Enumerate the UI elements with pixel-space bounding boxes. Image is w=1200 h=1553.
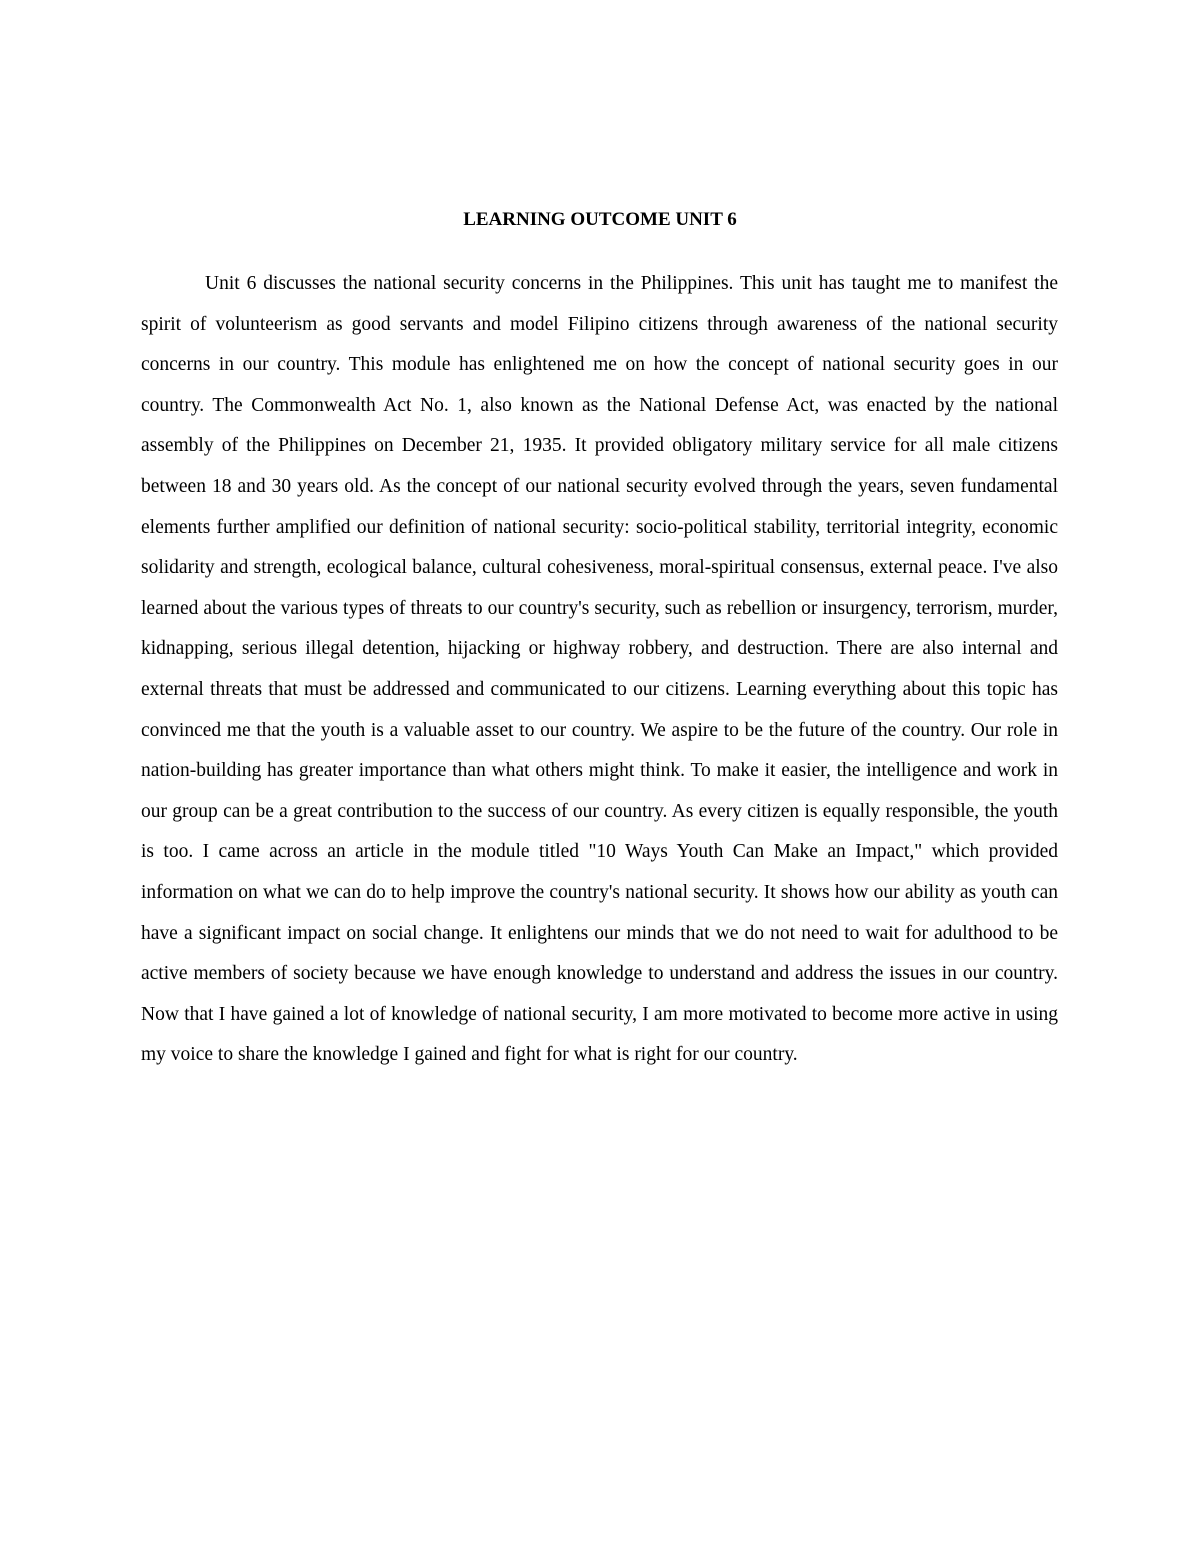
body-paragraph: Unit 6 discusses the national security concerns in the Philippines. This unit has taught me to manifest the spirit of volunteerism as good servants and model Filipino citizens through awareness of the national security concerns in our country. This module has enlightened me on how the concept of national security goes in our country. The Commonwealth Act No. 1, also known as the National Defense Act, was enacted by the national assembly of the Philippines on December 21, 1935. It provided obligatory military service for all male citizens between 18 and 30 years old. As the concept of our national security evolved through the years, seven fundamental elements further amplified our definition of national security: socio-political stability, territorial integrity, economic solidarity and strength, ecological balance, cultural cohesiveness, moral-spiritual consensus, external peace. I've also learned about the various types of threats to our country's security, such as rebellion or insurgency, terrorism, murder, kidnapping, serious illegal detention, hijacking or highway robbery, and destruction. There are also internal and external threats that must be addressed and communicated to our citizens. Learning everything about this topic has convinced me that the youth is a valuable asset to our country. We aspire to be the future of the country. Our role in nation-building has greater importance than what others might think. To make it easier, the intelligence and work in our group can be a great contribution to the success of our country. As every citizen is equally responsible, the youth is too. I came across an article in the module titled "10 Ways Youth Can Make an Impact," which provided information on what we can do to help improve the country's national security. It shows how our ability as youth can have a significant impact on social change. It enlightens our minds that we do not need to wait for adulthood to be active members of society because we have enough knowledge to understand and address the issues in our country. Now that I have gained a lot of knowledge of national security, I am more motivated to become more active in using my voice to share the knowledge I gained and fight for what is right for our country. — [141, 273, 1058, 1066]
document-title: LEARNING OUTCOME UNIT 6 — [463, 209, 737, 230]
